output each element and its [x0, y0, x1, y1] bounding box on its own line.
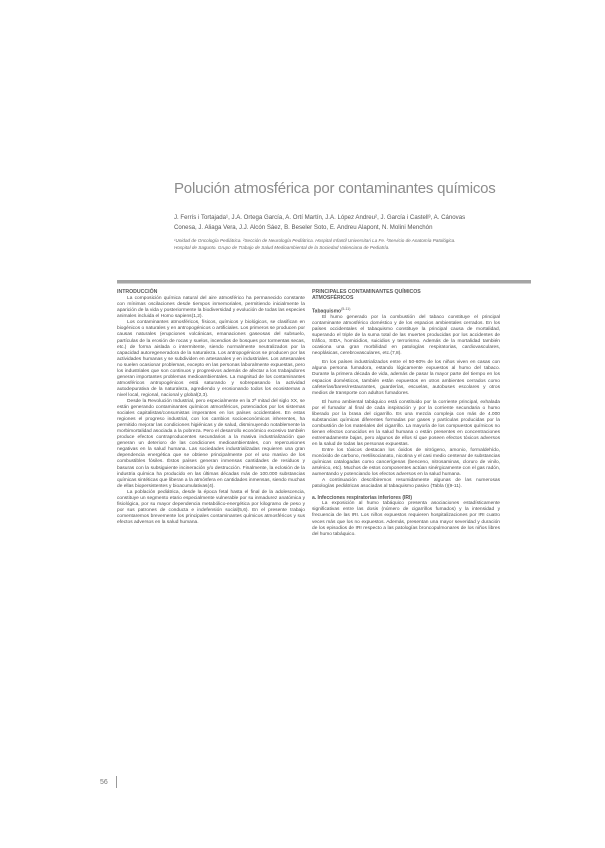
paragraph: El humo ambiental tabáquico está constituido por la corriente principal, exhalada por el fumador al final de cada inspiración y por la corriente secundaria o humo liberado por la brasa del cigarrillo. Es una mezcla compleja con más de 4.000 substancias químicas diferentes formadas por gases y partículas producidas por la combustión de los materiales del cigarrillo. La mayoría de los compuestos químicos no tienen efectos conocidos en la salud humana o están presentes en concentraciones extremadamente bajas, pero algunos de ellos sí que poseen efectos tóxicos adversos en la salud de todas las personas expuestas.	[312, 399, 500, 447]
paragraph: A continuación describiremos resumidamente algunas de las numerosas patologías pediátricas asociadas al tabaquismo pasivo (Tabla I)(9-11).	[312, 478, 500, 490]
paragraph: La composición química natural del aire atmosférico ha permanecido constante con mínimas oscilaciones desde tiempos inmemoriales, permitiendo inicialmente la aparición de la vida y posteriormente la biodiversidad y evolución de todas las especies animales incluida el Homo sapiens(1,2).	[117, 296, 305, 320]
section-heading-contaminantes	[312, 289, 500, 301]
paragraph: La exposición al humo tabáquico presenta asociaciones estadísticamente significativas entre las dosis (número de cigarrillos fumados) y la intensidad y frecuencia de las IRI. Los niños expuestos requieren hospitalizaciones por IRI cuatro veces más que los no expuestos. Además, presentan una mayor severidad y duración de los episodios de IRI respecto a las patologías broncopulmonares de los niños libres del humo tabáquico.	[312, 501, 500, 537]
section-divider-thin	[117, 283, 531, 284]
paragraph: En los países industrializados entre el 50-60% de los niños viven en casas con alguna persona fumadora, estando lógicamente expuestos al humo del tabaco. Durante la primera década de vida, además de pasar la mayor parte del tiempo en los espacios domésticos, también están expuestos en otros ambientes cerrados como cafeterías/bares/restaurantes, guarderías, escuelas, autobuses escolares y otros medios de transporte con adultos fumadores.	[312, 360, 500, 396]
affiliations	[174, 237, 574, 251]
paragraph: Los contaminantes atmosféricos, físicos, químicos y biológicos, se clasifican en biogénicos o naturales y en antropogénicos o artificiales. Los primeros se producen por causas naturales (erupciones volcánicas, emanaciones gaseosas del subsuelo, partículas de la erosión de rocas y suelos, incendios de bosques por tormentas secas, etc.) de forma aislada o intermitente, siendo normalmente neutralizados por la capacidad autoregeneradora de la naturaleza. Los antropogénicos se producen por las actividades humanas y se subdividen en artesanales y en industriales. Los artesanales no suelen ocasionar problemas, excepto en las personas laboralmente expuestas, pero los industriales que son continuos y progresivos además de afectar a los trabajadores generan importantes problemas medioambientales. La magnitud de los contaminantes atmosféricos antropogénicos está saturando y sobrepasando la actividad autodepurativa de la naturaleza, agrediendo y erosionando todos los ecosistemas a nivel local, regional, nacional y global(2,3).	[117, 320, 305, 398]
paragraph: Desde la Revolución Industrial, pero especialmente en la 2ª mitad del siglo XX, se están generando contaminantes químicos atmosféricos, potenciados por los sistemas sociales capitalistas/consumistas imperantes en los países occidentales. En estas regiones el progreso industrial, con los cambios socioeconómicos inherentes, ha permitido mejorar las condiciones higiénicas y de salud, disminuyendo notablemente la morbimortalidad asociada a la pobreza. Pero el desarrollo económico excesivo también produce efectos contraproducentes secundarios a la masiva industrialización que generan un deterioro de las condiciones medioambientales, con repercusiones negativas en la salud humana. Las sociedades industrializadas requieren una gran dependencia energética que se obtiene principalmente por el uso masivo de los combustibles fósiles. Éstos países generan inmensas cantidades de residuos y basuras con la subsiguiente incineración y/o destrucción. Finalmente, la eclosión de la industria química ha producido en las últimas décadas más de 100.000 substancias químicas sintéticas que liberan a la atmósfera en cantidades inmensas, siendo muchas de ellas biopersistentes y bioacumulativas(4).	[117, 399, 305, 489]
heading-line: ATMOSFÉRICOS	[312, 295, 354, 302]
paragraph: Entre los tóxicos destacan los óxidos de nitrógeno, amonio, formaldehído, monóxido de carbono, metilisocianato, nicotina y el casi medio centenar de substancias químicas catalogadas como cancerígenas (benceno, nitrosaminas, cloruro de vinilo, arsénico, etc). Muchos de estos componentes actúan sinérgicamente con el gas radón, aumentando y potenciando los efectos adversos en la salud humana.	[312, 448, 500, 478]
article-title: Polución atmosférica por contaminantes químicos	[174, 180, 496, 197]
affiliation-line: ¹Unidad de Oncología Pediátrica. ²Sección de Neurología Pediátrica. Hospital Infantil Universitari La Fe. ³Servicio de Anatomía Patológica.	[174, 238, 456, 243]
affiliation-line: Hospital de Sagunto. Grupo de Trabajo de Salud Medioambiental de la Sociedad Valenciana de Pediatría.	[174, 245, 390, 250]
page-number-rule	[116, 776, 117, 788]
subheading-ref: (5-11)	[341, 307, 351, 312]
heading-line: PRINCIPALES CONTAMINANTES QUÍMICOS	[312, 289, 421, 295]
subheading-text: Tabaquismo	[312, 309, 342, 316]
right-column	[312, 289, 500, 538]
authors-line: J. Ferrís i Tortajada¹, J.A. Ortega García, A. Ortí Martín, J.A. López Andreu², J. García i Castell³, A. Cánovas	[174, 214, 466, 221]
page-number: 56	[100, 779, 108, 786]
left-column	[117, 289, 305, 526]
subheading-tabaquismo	[312, 306, 500, 315]
paragraph: La población pediátrica, desde la época fetal hasta el final de la adolescencia, constituye un segmento etario especialmente vulnerable por su inmadurez anatómica y fisiológica, por su mayor dependencia metabólico-energética por kilogramo de peso y por sus patrones de conducta e indefensión social(5,6). En el presente trabajo comentaremos brevemente los principales contaminantes químicos atmosféricos y sus efectos adversos en la salud humana.	[117, 489, 305, 525]
subheading-iri: a. Infecciones respiratorias inferiores (IRI)	[312, 495, 413, 502]
authors-line: Conesa, J. Aliaga Vera, J.J. Alcón Sáez, B. Beseler Soto, E. Andreu Alapont, N. Molini Menchón	[174, 224, 433, 231]
section-heading-introduccion: INTRODUCCIÓN	[117, 289, 158, 295]
paragraph: El humo generado por la combustión del tabaco constituye el principal contaminante atmosférico doméstico y de los espacios ambientales cerrados. En los países occidentales el tabaquismo constituye la principal causa de mortalidad, superando el triple de la suma total de las muertes producidas por los accidentes de tráfico, SIDA, homicidios, suicidios y terrorismo. Además de la mortalidad también ocasiona una gran morbilidad en patologías respiratorias, cardiovasculares, neoplásicas, cerebrovasculares, etc.(7,8).	[312, 315, 500, 357]
author-list	[174, 213, 574, 233]
